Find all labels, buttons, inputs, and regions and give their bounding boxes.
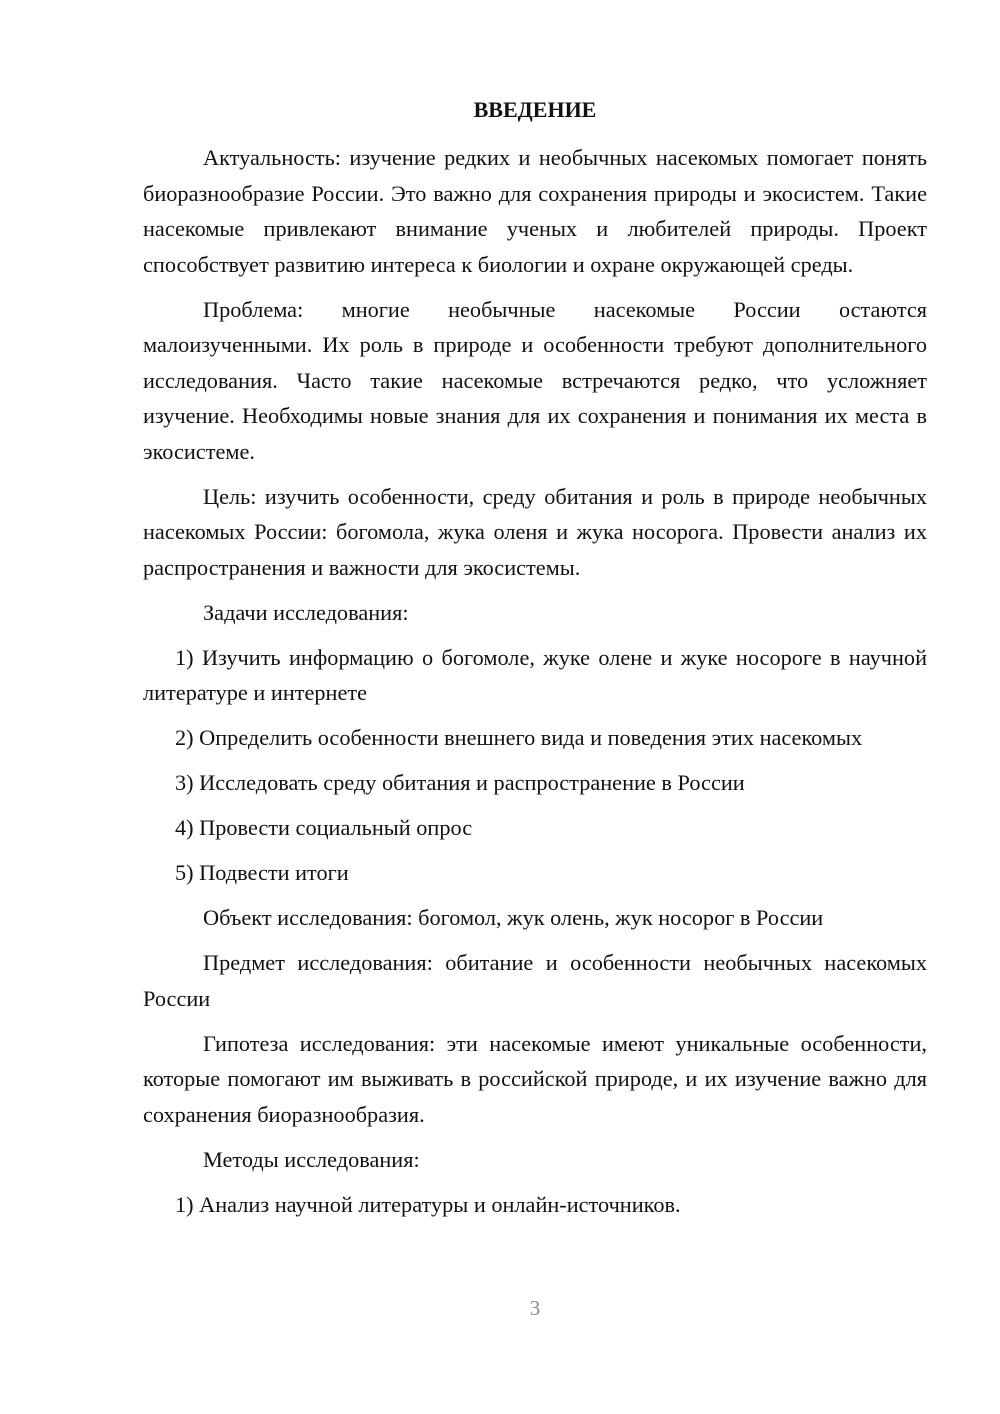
- paragraph-hypothesis: Гипотеза исследования: эти насекомые имеют уникальные особенности, которые помогают им выживать в российской природе, и их изучение важно для сохранения биоразнообразия.: [143, 1030, 927, 1127]
- task-item-4: 4) Провести социальный опрос: [175, 815, 473, 840]
- method-item-1: 1) Анализ научной литературы и онлайн-источников.: [175, 1191, 681, 1217]
- document-body: [143, 91, 927, 1232]
- task-item-3: 3) Исследовать среду обитания и распространение в России: [175, 770, 745, 795]
- task-item-2: 2) Определить особенности внешнего вида и поведения этих насекомых: [175, 725, 863, 750]
- section-heading: ВВЕДЕНИЕ: [473, 97, 597, 122]
- paragraph-problem: Проблема: многие необычные насекомые России остаются малоизученными. Их роль в природе и особенности требуют дополнительного исследования. Часто такие насекомые встречаются редко, что усложняет изучение. Необходимы новые знания для их сохранения и понимания их места в экосистеме.: [143, 296, 927, 464]
- paragraph-object: Объект исследования: богомол, жук олень, жук носорог в России: [203, 905, 824, 930]
- paragraph-subject: Предмет исследования: обитание и особенности необычных насекомых России: [143, 950, 927, 1011]
- task-item-5: 5) Подвести итоги: [175, 860, 349, 885]
- tasks-heading: Задачи исследования:: [203, 599, 409, 625]
- methods-heading: Методы исследования:: [203, 1146, 420, 1172]
- paragraph-goal: Цель: изучить особенности, среду обитания и роль в природе необычных насекомых России: богомола, жука оленя и жука носорога. Провести анализ их распространения и важности для экосистемы.: [143, 483, 927, 580]
- paragraph-relevance: Актуальность: изучение редких и необычных насекомых помогает понять биоразнообразие России. Это важно для сохранения природы и экосистем. Такие насекомые привлекают внимание ученых и любителей природы. Проект способствует развитию интереса к биологии и охране окружающей среды.: [143, 145, 927, 277]
- page-number: 3: [529, 1296, 541, 1320]
- task-item-1: 1) Изучить информацию о богомоле, жуке олене и жуке носороге в научной литературе и интернете: [143, 644, 927, 705]
